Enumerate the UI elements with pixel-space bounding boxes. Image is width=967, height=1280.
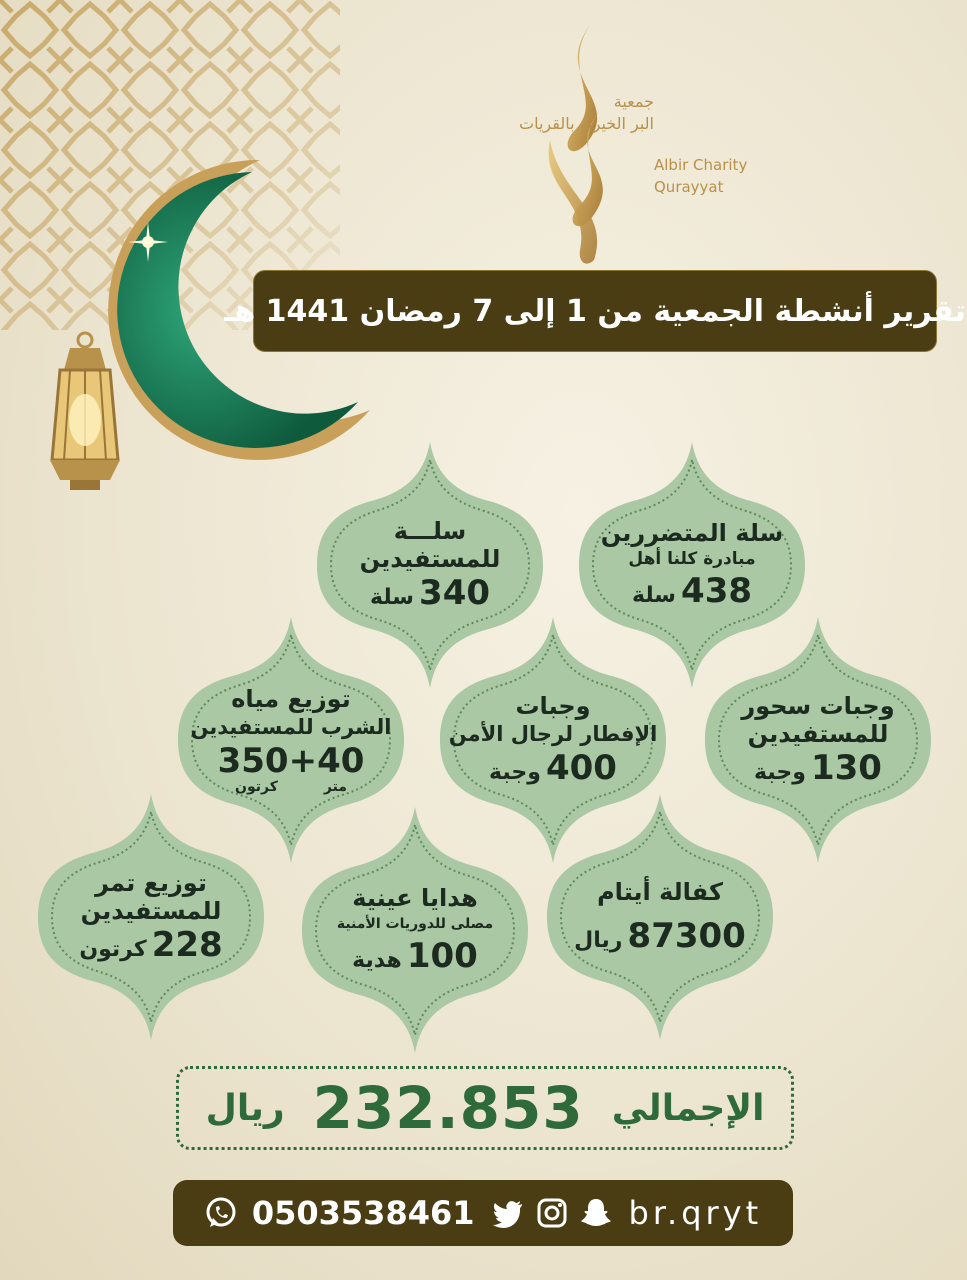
bubble-subtitle: مبادرة كلنا أهل [628, 549, 756, 569]
bubble-number: 350+40 [217, 741, 365, 781]
bubble-subtitle: مصلى للدوريات الأمنية [336, 916, 494, 932]
bubble-unit: سلة [631, 583, 676, 608]
bubble-title: توزيع مياه [231, 685, 351, 713]
logo-arabic-line2: البر الخيرية بالقريات [519, 114, 654, 133]
bubble-unit: سلة [369, 585, 414, 610]
bubble-number: 100 [406, 936, 478, 976]
bubble-title: سلة المتضررين [600, 519, 784, 547]
bubble-title: كفالة أيتام [597, 878, 723, 906]
bubble-unit-left: كرتون [235, 779, 278, 795]
report-title: تقرير أنشطة الجمعية من 1 إلى 7 رمضان 1441 هـ [224, 293, 966, 329]
bubble-number: 438 [681, 571, 753, 611]
contact-footer [173, 1180, 793, 1246]
activity-bubble [36, 792, 266, 1042]
bubble-unit: كرتون [79, 937, 147, 962]
bubble-subtitle: للمستفيدين [359, 545, 501, 573]
snapchat-icon[interactable] [579, 1196, 613, 1230]
bubble-title: وجبات سحور [741, 692, 895, 720]
whatsapp-icon[interactable] [204, 1196, 238, 1230]
bubble-subtitle: الشرب للمستفيدين [190, 715, 392, 739]
instagram-icon[interactable] [535, 1196, 569, 1230]
bubble-title: وجبات [515, 692, 591, 720]
total-unit: ريال [205, 1087, 285, 1129]
lantern-icon [40, 330, 130, 510]
total-amount: 232.853 [312, 1074, 584, 1142]
bubble-number: 130 [810, 748, 882, 788]
bubble-number: 400 [545, 748, 617, 788]
bubble-unit: وجبة [489, 760, 541, 785]
report-title-banner [224, 270, 966, 352]
bubble-title: سلـــة [393, 517, 467, 545]
social-handle[interactable]: br.qryt [628, 1194, 763, 1232]
logo-english-line1: Albir Charity [654, 156, 748, 174]
bubble-unit: ريال [574, 928, 623, 953]
bubble-unit: وجبة [754, 760, 806, 785]
bubble-subtitle: الإفطار لرجال الأمن [448, 722, 658, 746]
bubble-number: 340 [419, 573, 491, 613]
bubble-number: 87300 [627, 916, 746, 956]
twitter-icon[interactable] [491, 1196, 525, 1230]
bubble-unit: هدية [352, 948, 402, 973]
total-label: الإجمالي [611, 1087, 765, 1129]
bubble-unit-right: متر [323, 779, 347, 795]
charity-logo-icon [530, 20, 640, 270]
bubble-subtitle: للمستفيدين [80, 897, 222, 925]
total-box [176, 1066, 794, 1150]
activity-bubble [545, 792, 775, 1042]
logo-arabic-line1: جمعية [613, 92, 654, 111]
bubble-number: 228 [151, 925, 223, 965]
bubble-subtitle: للمستفيدين [747, 720, 889, 748]
phone-number[interactable]: 0503538461 [251, 1194, 475, 1232]
activity-bubble [300, 805, 530, 1055]
bubble-title: هدايا عينية [352, 884, 478, 912]
bubble-title: توزيع تمر [95, 869, 207, 897]
logo-english-line2: Qurayyat [654, 178, 724, 196]
